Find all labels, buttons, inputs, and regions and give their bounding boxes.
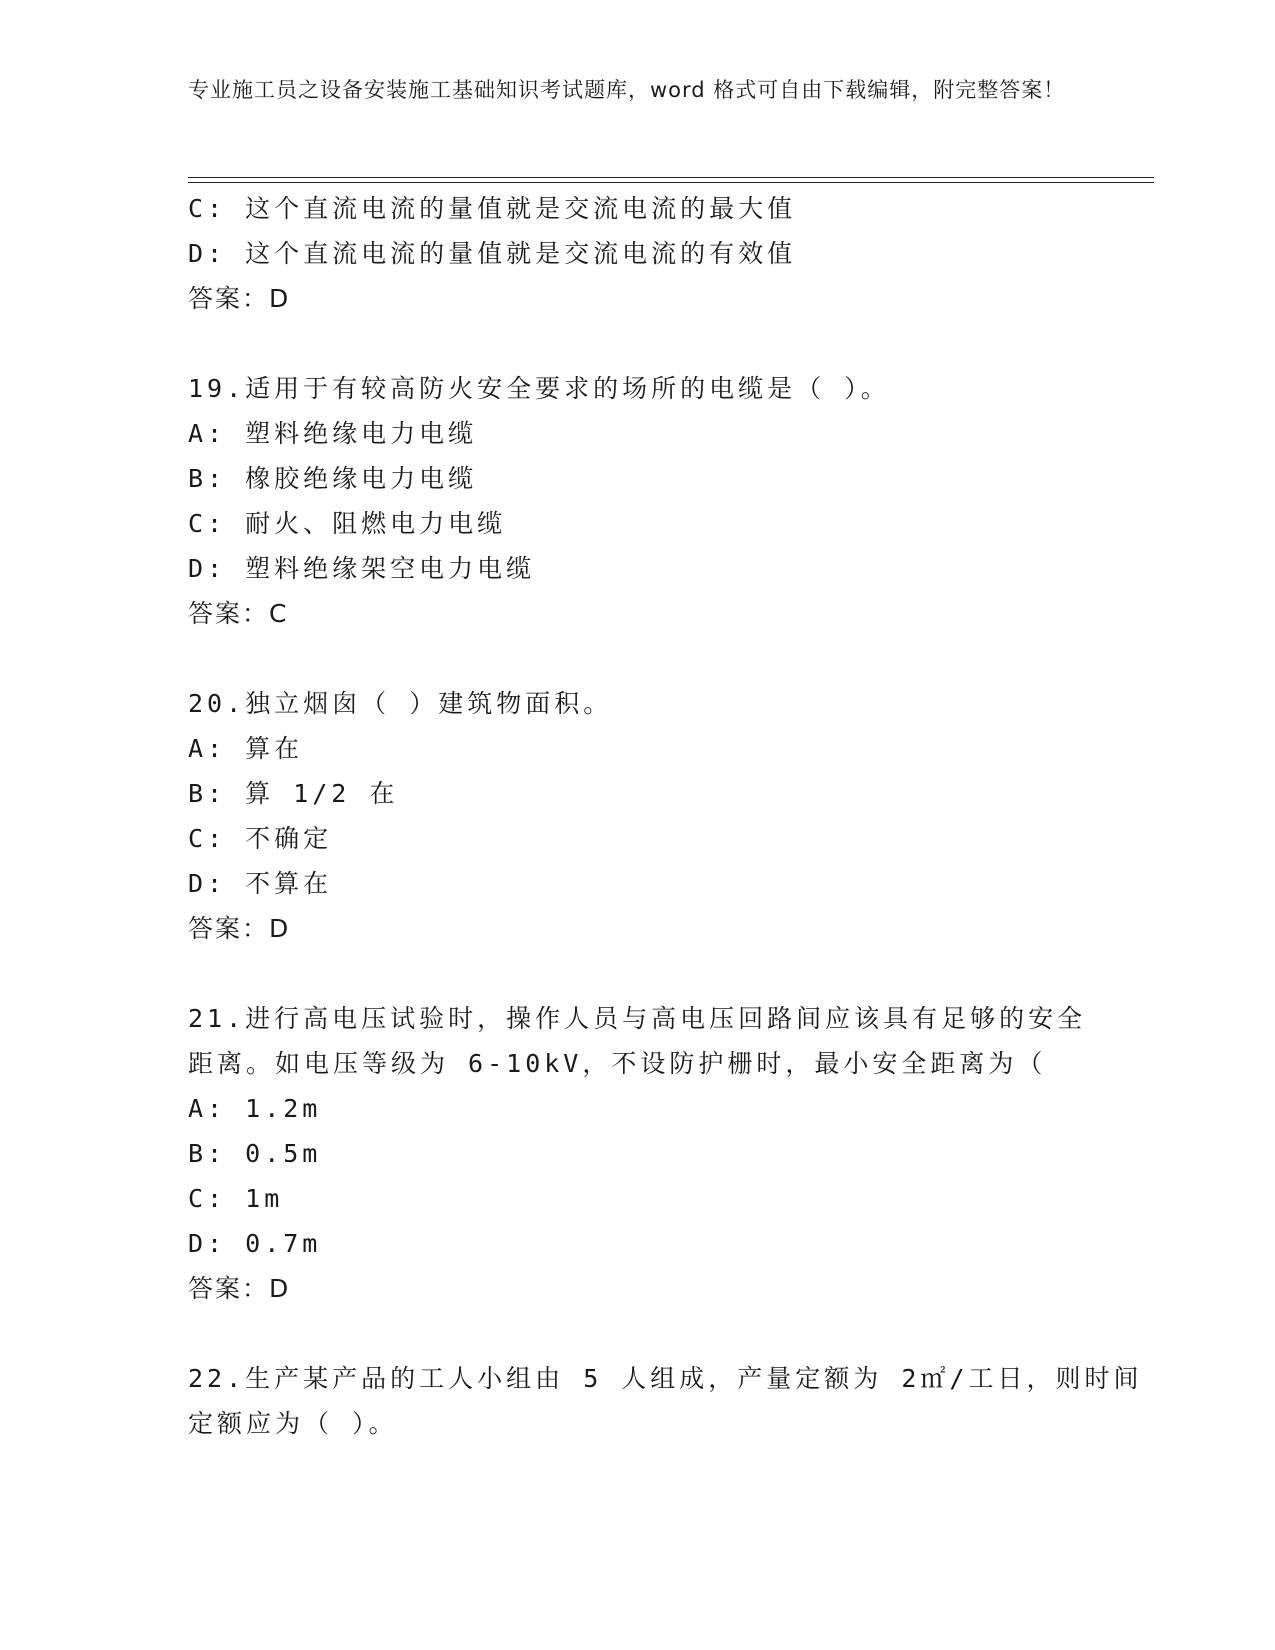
- option-a: A: 算在: [188, 734, 304, 763]
- header-divider-bottom: [188, 182, 1154, 183]
- option-c: C: 耐火、阻燃电力电缆: [188, 509, 507, 538]
- option-d: D: 0.7m: [188, 1229, 322, 1258]
- document-header: 专业施工员之设备安装施工基础知识考试题库，word 格式可自由下载编辑，附完整答案！: [188, 78, 1066, 102]
- question-21-continued: 距离。如电压等级为 6-10kV，不设防护栅时，最小安全距离为（: [188, 1049, 1047, 1078]
- option-d: D: 塑料绝缘架空电力电缆: [188, 554, 536, 583]
- option-c: C: 这个直流电流的量值就是交流电流的最大值: [188, 194, 797, 223]
- question-19: 19.适用于有较高防火安全要求的场所的电缆是（ ）。: [188, 374, 890, 403]
- option-c: C: 1m: [188, 1184, 284, 1213]
- answer-line: 答案：D: [188, 284, 291, 313]
- answer-line: 答案：D: [188, 1274, 291, 1303]
- question-22-continued: 定额应为（ ）。: [188, 1409, 398, 1438]
- question-21: 21.进行高电压试验时，操作人员与高电压回路间应该具有足够的安全: [188, 1004, 1087, 1033]
- question-20: 20.独立烟囱（ ）建筑物面积。: [188, 689, 613, 718]
- answer-line: 答案：C: [188, 599, 289, 628]
- option-d: D: 不算在: [188, 869, 333, 898]
- option-d: D: 这个直流电流的量值就是交流电流的有效值: [188, 239, 797, 268]
- option-c: C: 不确定: [188, 824, 333, 853]
- option-b: B: 橡胶绝缘电力电缆: [188, 464, 478, 493]
- option-b: B: 算 1/2 在: [188, 779, 399, 808]
- option-a: A: 塑料绝缘电力电缆: [188, 419, 478, 448]
- option-a: A: 1.2m: [188, 1094, 322, 1123]
- option-b: B: 0.5m: [188, 1139, 322, 1168]
- header-divider-top: [188, 177, 1154, 178]
- answer-line: 答案：D: [188, 914, 291, 943]
- question-22: 22.生产某产品的工人小组由 5 人组成，产量定额为 2㎡/工日，则时间: [188, 1364, 1143, 1393]
